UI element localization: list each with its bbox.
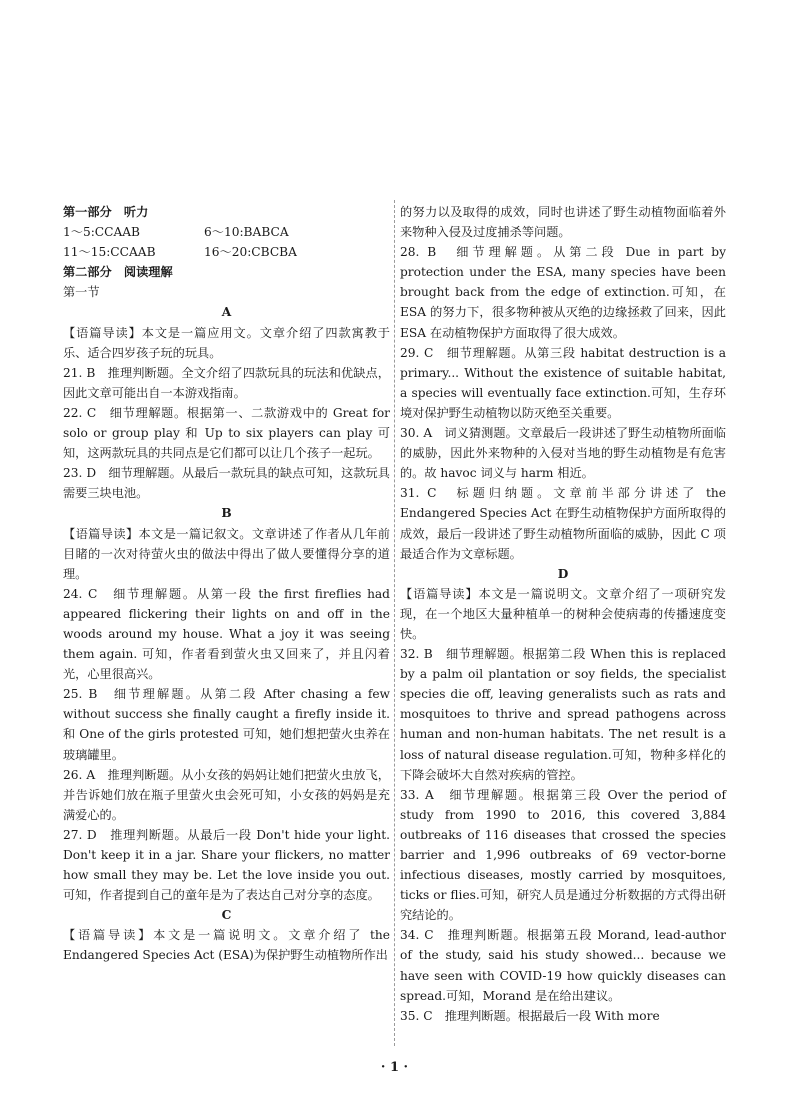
question-25: 25. B 细节理解题。从第二段 After chasing a few without success she finally caught a firefly inside it.和 One of the girls protested 可知，她们想把萤火虫养在玻璃罐里。 [63,687,390,762]
page-number: · 1 · [380,1060,409,1075]
passage-c-intro: 【语篇导读】本文是一篇说明文。文章介绍了 the Endangered Species Act (ESA)为保护野生动植物所作出 [63,928,390,963]
answer-11-15: 11～15:CCAAB [63,245,156,260]
passage-b-heading: B [221,506,232,521]
column-divider [394,200,395,1046]
passage-b-intro: 【语篇导读】本文是一篇记叙文。文章讲述了作者从几年前目睹的一次对待萤火虫的做法中得出了做人要懂得分享的道理。 [63,526,390,581]
question-23: 23. D 细节理解题。从最后一款玩具的缺点可知，这款玩具需要三块电池。 [63,466,390,501]
passage-d-intro: 【语篇导读】本文是一篇说明文。文章介绍了一项研究发现，在一个地区大量种植单一的树种会使病毒的传播速度变快。 [400,586,726,641]
answer-1-5: 1～5:CCAAB [63,225,141,240]
answer-6-10: 6～10:BABCA [204,225,289,240]
passage-a-intro: 【语篇导读】本文是一篇应用文。文章介绍了四款寓教于乐、适合四岁孩子玩的玩具。 [63,325,390,360]
question-31: 31. C 标题归纳题。文章前半部分讲述了 the Endangered Species Act 在野生动植物保护方面所取得的成效，最后一段讲述了野生动植物所面临的威胁，因此 C 项最适合作为文章标题。 [400,486,726,561]
question-35: 35. C 推理判断题。根据最后一段 With more [400,1008,660,1023]
question-29: 29. C 细节理解题。从第三段 habitat destruction is a primary... Without the existence of suitable habitat, a species will eventually face extinction.可知，生存环境对保护野生动植物以防灭绝至关重要。 [400,345,726,420]
passage-d-heading: D [557,566,569,581]
passage-a-heading: A [221,305,232,320]
question-22: 22. C 细节理解题。根据第一、二款游戏中的 Great for solo or group play 和 Up to six players can play 可知，这两款玩具的共同点是它们都可以让几个孩子一起玩。 [63,405,390,461]
question-27: 27. D 推理判断题。从最后一段 Don't hide your light. Don't keep it in a jar. Share your flickers, no matter how small they may be. Let the love inside you out.可知，作者提到自己的童年是为了表达自己对分享的态度。 [63,827,390,903]
answer-16-20: 16～20:CBCBA [204,245,297,260]
question-26: 26. A 推理判断题。从小女孩的妈妈让她们把萤火虫放飞，并告诉她们放在瓶子里萤火虫会死可知，小女孩的妈妈是充满爱心的。 [63,767,390,822]
question-33: 33. A 细节理解题。根据第三段 Over the period of study from 1990 to 2016, this covered 3,884 outbreaks of 116 diseases that crossed the species barrier and 1,996 outbreaks of 69 vector-borne infectious diseases, mostly carried by mosquitoes, ticks or flies.可知，研究人员是通过分析数据的方式得出研究结论的。 [400,787,726,923]
question-32: 32. B 细节理解题。根据第二段 When this is replaced by a palm oil plantation or soy fields, the specialist species die off, leaving generalists such as rats and mosquitoes to thrive and spread pathogens across human and non-human habitats. The net result is a loss of natural disease regulation.可知，物种多样化的下降会破坏大自然对疾病的管控。 [400,647,726,782]
section-title: 第一节 [63,285,100,300]
answer-row-2 [63,242,390,262]
passage-c-intro-continued: 的努力以及取得的成效，同时也讲述了野生动植物面临着外来物种入侵及过度捕杀等问题。 [400,205,726,240]
question-34: 34. C 推理判断题。根据第五段 Morand, lead-author of the study, said his study showed... because we have seen with COVID-19 how quickly diseases can spread.可知，Morand 是在给出建议。 [400,928,726,1003]
part2-title: 第二部分 阅读理解 [63,265,173,280]
passage-c-heading: C [221,908,232,923]
question-30: 30. A 词义猜测题。文章最后一段讲述了野生动植物所面临的威胁，因此外来物种的入侵对当地的野生动植物是有危害的。故 havoc 词义与 harm 相近。 [400,426,726,481]
question-24: 24. C 细节理解题。从第一段 the first fireflies had appeared flickering their lights on and off in the woods around my house. What a joy it was seeing them again. 可知，作者看到萤火虫又回来了，并且闪着光，心里很高兴。 [63,586,390,682]
answer-row-1 [63,222,390,242]
right-column [400,202,726,1026]
question-21: 21. B 推理判断题。全文介绍了四款玩具的玩法和优缺点，因此文章可能出自一本游戏指南。 [63,365,390,400]
question-28: 28. B 细节理解题。从第二段 Due in part by protection under the ESA, many species have been brought back from the edge of extinction.可知，在 ESA 的努力下，很多物种被从灭绝的边缘拯救了回来，因此 ESA 在动植物保护方面取得了很大成效。 [400,245,726,340]
part1-title: 第一部分 听力 [63,205,149,219]
left-column [63,202,390,966]
